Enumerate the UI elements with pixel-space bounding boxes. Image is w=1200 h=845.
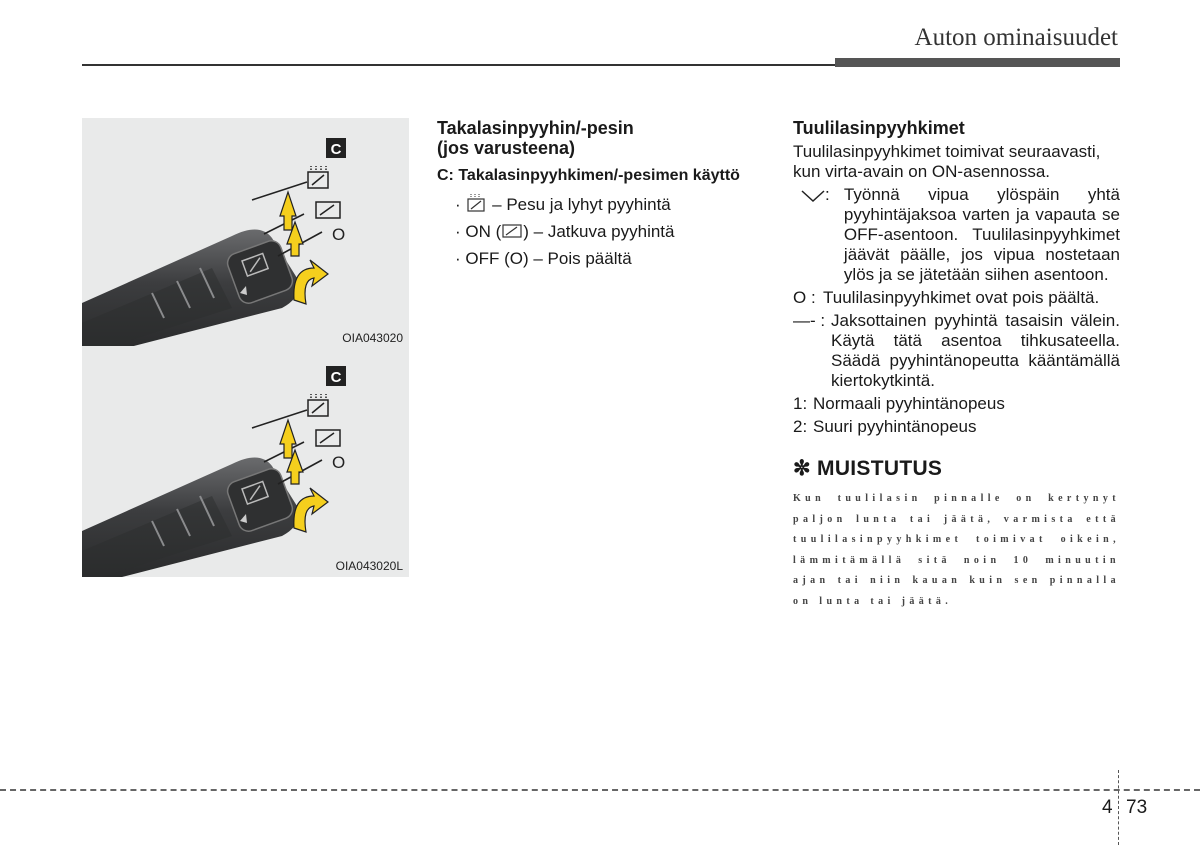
page-number: 73	[1126, 797, 1148, 818]
off-label: O	[332, 225, 346, 244]
rear-bullet-on: · ON ( ) – Jatkuva pyyhintä	[455, 222, 675, 241]
wiper-item-speed-1: 1: Normaali pyyhintänopeus	[793, 394, 1005, 413]
position-badge: C	[330, 141, 342, 158]
wiper-item-speed-2: 2: Suuri pyyhintänopeus	[793, 417, 977, 436]
wiper-item-off: O : Tuulilasinpyyhkimet ovat pois päältä.	[793, 288, 1100, 307]
rear-bullet-wash: · – Pesu ja lyhyt pyyhintä	[455, 195, 671, 214]
notice-text: Kun tuulilasin pinnalle on kertynyt paljon lunta tai jäätä, varmista että tuulilasinpyyhkimet toimivat oikein, lämmitämällä sitä noin 10 minuutin ajan tai niin kauan kuin sen pinnalla on lunta tai jäätä.	[793, 493, 1120, 607]
mist-v-icon	[801, 189, 825, 203]
wiper-item-intermittent: —- : Jaksottainen pyyhintä tasaisin välein. Käytä tätä asentoa tihkusateella. Säädä pyyhintänopeutta kääntämällä kiertokytkintä.	[793, 311, 1120, 390]
position-badge: C	[330, 369, 342, 386]
washer-icon	[465, 193, 487, 213]
windscreen-intro: Tuulilasinpyyhkimet toimivat seuraavasti, kun virta-avain on ON-asennossa.	[793, 142, 1101, 181]
figure-b	[82, 346, 409, 577]
wiper-lever-illustration-a	[82, 118, 409, 349]
off-label: O	[332, 453, 346, 472]
rear-wiper-section	[437, 118, 772, 269]
rear-bullet-off: · OFF (O) – Pois päältä	[455, 249, 632, 268]
figure-b-code: OIA043020L	[335, 559, 403, 573]
notice-title: ✼ MUISTUTUS	[793, 457, 943, 480]
wiper-lever-illustration-b	[82, 346, 409, 577]
footer-divider	[1118, 770, 1119, 845]
footer-rule	[0, 789, 1200, 791]
wiper-item-mist: : Työnnä vipua ylöspäin yhtä pyyhintäjaksoa varten ja vapauta se OFF-asentoon. Tuulilasinpyyhkimet jäävät päälle, jos vipua nostetaan ylös ja se jätetään siihen asentoon.	[793, 185, 1120, 285]
page-header-title: Auton ominaisuudet	[914, 24, 1118, 51]
windscreen-wiper-heading: Tuulilasinpyyhkimet	[793, 118, 965, 138]
windscreen-wiper-section	[793, 118, 1120, 612]
rear-wiper-heading: Takalasinpyyhin/-pesin (jos varusteena)	[437, 118, 634, 158]
figure-a-code: OIA043020	[342, 331, 403, 345]
wiper-icon	[501, 222, 523, 240]
rear-wiper-subheading: C: Takalasinpyyhkimen/-pesimen käyttö	[437, 167, 740, 184]
chapter-number: 4	[1102, 797, 1113, 818]
header-rule	[82, 64, 838, 66]
header-accent-bar	[835, 58, 1120, 67]
figure-a	[82, 118, 409, 349]
